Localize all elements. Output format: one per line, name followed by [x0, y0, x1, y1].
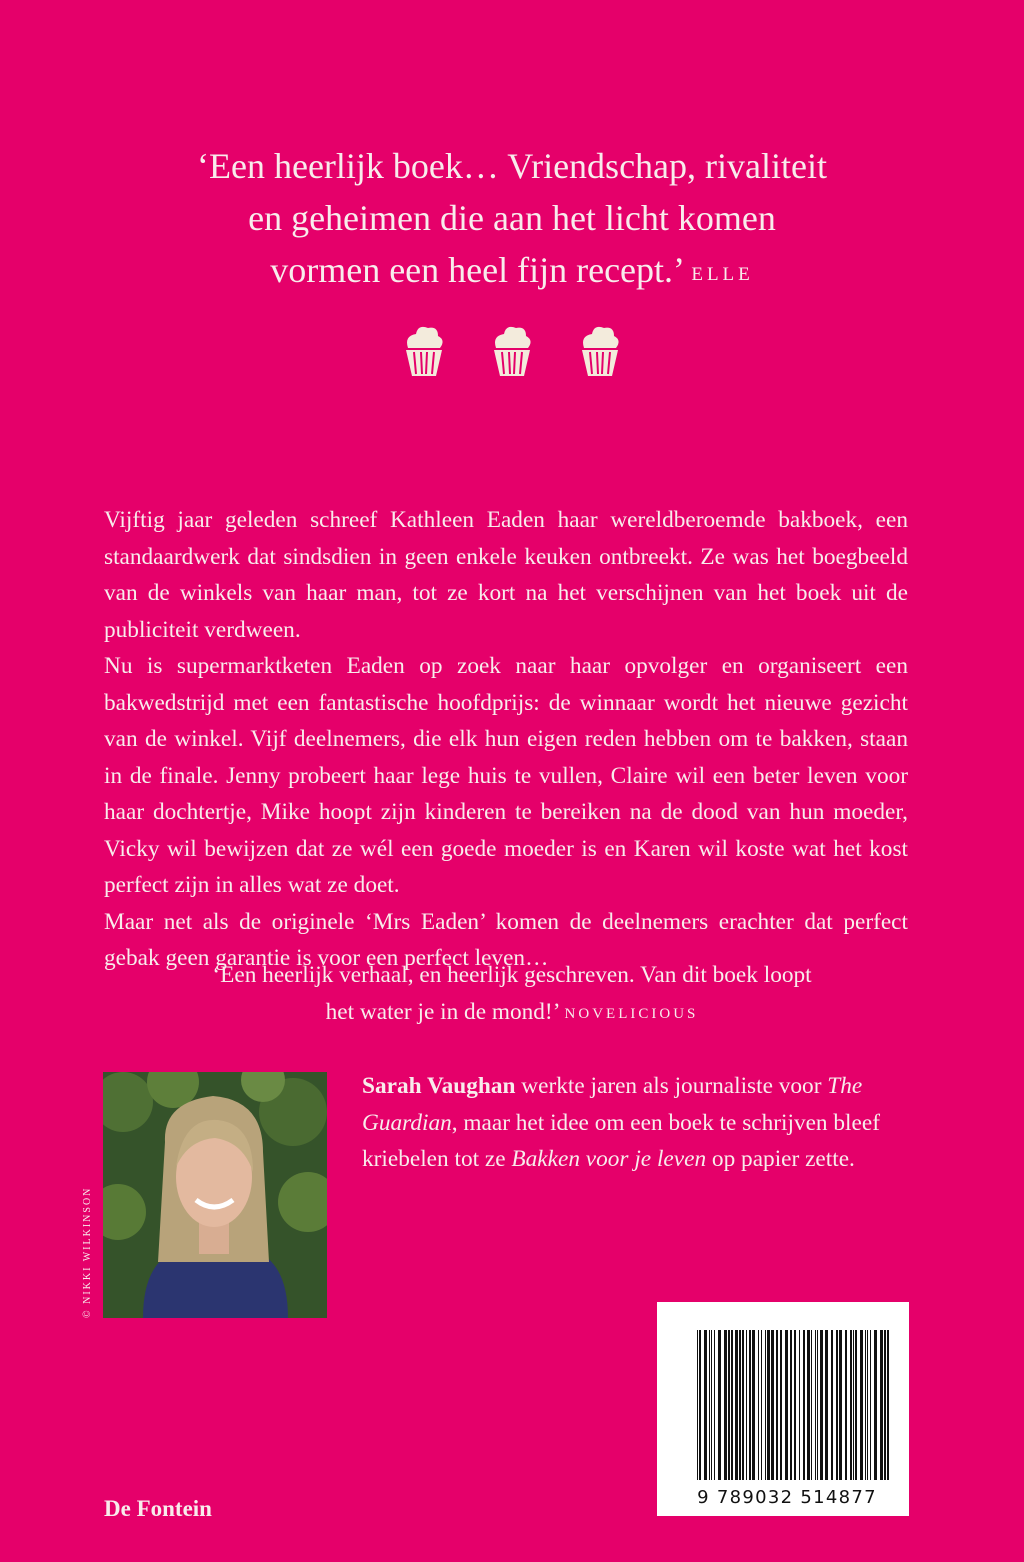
barcode-bar — [794, 1330, 796, 1480]
bio-text: op papier zette. — [706, 1146, 855, 1172]
barcode-bar — [811, 1330, 812, 1480]
cupcake-ornament — [400, 322, 624, 382]
barcode-bar — [845, 1330, 847, 1480]
barcode-bar — [718, 1330, 721, 1480]
barcode-bar — [887, 1330, 889, 1480]
publisher-name: De Fontein — [104, 1496, 212, 1521]
barcode-bar — [765, 1330, 766, 1480]
quote-text: het water je in de mond!’ — [325, 998, 559, 1025]
quote-source: ELLE — [691, 264, 754, 285]
blurb-paragraph: Nu is supermarktketen Eaden op zoek naar haar opvolger en organiseert een bakwedstrijd met een fantastische hoofdprijs: de winnaar wordt het nieuwe gezicht van de winkel. Vijf deelnemers, die elk hun eigen reden hebben om te bakken, staan in de finale. Jenny probeert haar lege huis te vullen, Claire wil een beter leven voor haar dochtertje, Mike hoopt zijn kinderen te bereiken na de dood van hun moeder, Vicky wil bewijzen dat ze wél een goede moeder is en Karen wil koste wat het kost perfect zijn in alles wat ze doet. — [104, 653, 908, 898]
barcode-bar — [728, 1330, 730, 1480]
barcode-bar — [884, 1330, 886, 1480]
photo-credit: © NIKKI WILKINSON — [82, 1186, 93, 1318]
barcode-bar — [785, 1330, 788, 1480]
barcode-bar — [880, 1330, 883, 1480]
barcode-bar — [731, 1330, 733, 1480]
barcode-bar — [697, 1330, 698, 1480]
barcode-bar — [831, 1330, 833, 1480]
barcode-bar — [799, 1330, 800, 1480]
barcode-bar — [836, 1330, 838, 1480]
barcode-bar — [850, 1330, 852, 1480]
barcode-bar — [803, 1330, 805, 1480]
author-name: Sarah Vaughan — [362, 1073, 516, 1099]
barcode-bar — [820, 1330, 823, 1480]
barcode-bar — [709, 1330, 710, 1480]
barcode-bar — [874, 1330, 877, 1480]
barcode-bar — [758, 1330, 759, 1480]
barcode-bar — [749, 1330, 751, 1480]
bio-text: werkte jaren als journaliste voor — [515, 1073, 828, 1099]
barcode-bar — [865, 1330, 866, 1480]
cupcake-icon — [400, 322, 448, 378]
review-quote-novelicious — [110, 957, 914, 1032]
author-bio — [362, 1068, 882, 1178]
barcode-bar — [807, 1330, 810, 1480]
book-blurb — [104, 502, 908, 977]
book-title: Bakken voor je leven — [511, 1146, 707, 1172]
barcode-bar — [704, 1330, 707, 1480]
quote-line: ‘Een heerlijk verhaal, en heerlijk geschreven. Van dit boek loopt — [212, 962, 812, 988]
barcode-bar — [855, 1330, 857, 1480]
barcode-bar — [867, 1330, 868, 1480]
quote-source: NOVELICIOUS — [564, 1005, 699, 1022]
barcode-bar — [771, 1330, 774, 1480]
barcode-bar — [825, 1330, 828, 1480]
barcode-bar — [761, 1330, 762, 1480]
cupcake-icon — [488, 322, 536, 378]
barcode-bar — [739, 1330, 741, 1480]
bio-text: , maar het idee om een boek te schrijven bleef kriebelen tot ze — [362, 1109, 880, 1172]
barcode-bar — [746, 1330, 747, 1480]
barcode-bar — [699, 1330, 701, 1480]
barcode-bar — [714, 1330, 715, 1480]
quote-text: vormen een heel fijn recept.’ — [270, 250, 683, 290]
barcode-bar — [815, 1330, 816, 1480]
barcode-bar — [817, 1330, 818, 1480]
quote-line: en geheimen die aan het licht komen — [248, 198, 776, 238]
barcode-bar — [742, 1330, 744, 1480]
quote-line: ‘Een heerlijk boek… Vriendschap, rivaliteit — [197, 146, 827, 186]
barcode-bar — [780, 1330, 782, 1480]
barcode-bar — [752, 1330, 755, 1480]
cupcake-icon — [576, 322, 624, 378]
cover-quote-elle — [100, 140, 924, 301]
barcode-bar — [711, 1330, 712, 1480]
barcode-bar — [767, 1330, 770, 1480]
newspaper-name: The Guardian — [362, 1073, 863, 1136]
barcode-bar — [870, 1330, 871, 1480]
quote-line — [110, 994, 914, 1033]
barcode-bar — [735, 1330, 738, 1480]
blurb-paragraph: Maar net als de originele ‘Mrs Eaden’ komen de deelnemers erachter dat perfect gebak geen garantie is voor een perfect leven… — [104, 908, 908, 971]
barcode-bar — [839, 1330, 842, 1480]
author-photo — [103, 1072, 327, 1318]
barcode-bars — [657, 1302, 909, 1516]
isbn-number: 9 789032 514877 — [697, 1487, 877, 1508]
quote-line — [100, 244, 924, 301]
barcode-bar — [860, 1330, 863, 1480]
barcode-bar — [776, 1330, 778, 1480]
barcode-bar — [724, 1330, 727, 1480]
isbn-barcode — [657, 1302, 909, 1516]
barcode-bar — [790, 1330, 792, 1480]
blurb-paragraph: Vijftig jaar geleden schreef Kathleen Eaden haar wereldberoemde bakboek, een standaardwerk dat sindsdien in geen enkele keuken ontbreekt. Ze was het boegbeeld van de winkels van haar man, tot ze kort na het verschijnen van het boek uit de publiciteit verdween. — [104, 507, 908, 643]
barcode-bar — [853, 1330, 854, 1480]
